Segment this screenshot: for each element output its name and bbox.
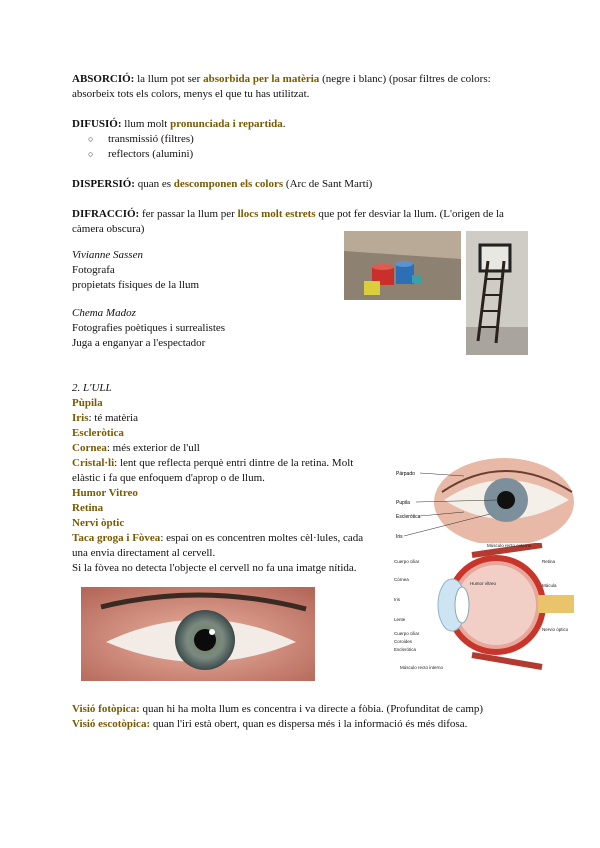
madoz-name: Chema Madoz bbox=[72, 307, 136, 319]
difraccio-paragraph: DIFRACCIÓ: fer passar la llum per llocs molt estrets que pot fer desviar la llum. (L'origen de la càmera obscura) bbox=[72, 208, 504, 235]
diagram-label: Iris bbox=[394, 597, 400, 602]
sassen-block: Vivianne Sassen Fotografa propietats físiques de la llum bbox=[72, 248, 332, 293]
difraccio-term: DIFRACCIÓ: bbox=[72, 208, 140, 220]
eye-photo bbox=[81, 587, 315, 681]
taca-line: Taca groga i Fòvea: espai on es concentren moltes cèl·lules, cada una envia directament al cervell. bbox=[72, 532, 364, 559]
diagram-label: Nervio óptico bbox=[542, 627, 569, 632]
cornea-line: Cornea: més exterior de l'ull bbox=[72, 442, 200, 454]
sassen-photo bbox=[344, 231, 461, 300]
absorcio-term: ABSORCIÓ: bbox=[72, 73, 135, 85]
absorcio-highlight: absorbida per la matèria bbox=[203, 73, 320, 85]
diagram-label: Retina bbox=[542, 559, 556, 564]
diagram-label: Cuerpo ciliar bbox=[394, 559, 420, 564]
section-heading: 2. L'ULL bbox=[72, 382, 112, 394]
difusio-highlight: pronunciada i repartida bbox=[170, 118, 283, 130]
dispersio-highlight: descomponen els colors bbox=[173, 178, 284, 190]
dispersio-paragraph: DISPERSIÓ: quan es descomponen els colors (Arc de Sant Martí) bbox=[72, 178, 373, 190]
dispersio-term: DISPERSIÓ: bbox=[72, 178, 135, 190]
term-retina: Retina bbox=[72, 502, 104, 514]
diagram-label: Lente bbox=[394, 617, 406, 622]
difraccio-highlight: llocs molt estrets bbox=[237, 208, 316, 220]
diagram-label: Músculo recto externo bbox=[487, 543, 532, 548]
sassen-name: Vivianne Sassen bbox=[72, 249, 143, 261]
diagram-label: Esclerótica bbox=[396, 514, 421, 520]
cristal-line: Cristal·li: lent que reflecta perquè entri dintre de la retina. Molt elàstic i fa que enfoquem d'aprop o de llum. bbox=[72, 457, 354, 484]
eye-cross-section-diagram bbox=[392, 543, 576, 671]
term-pupila: Pùpila bbox=[72, 397, 103, 409]
diagram-label: Esclerótica bbox=[394, 647, 417, 652]
madoz-block: Chema Madoz Fotografies poètiques i surrealistes Juga a enganyar a l'espectador bbox=[72, 306, 332, 351]
list-item: ○ reflectors (alumini) bbox=[72, 147, 530, 162]
absorcio-paragraph: ABSORCIÓ: la llum pot ser absorbida per la matèria (negre i blanc) (posar filtres de colors: absorbeix tots els colors, menys el que tu has utilitzat. bbox=[72, 73, 491, 100]
term-esclerotica: Escleròtica bbox=[72, 427, 124, 439]
diagram-label: Córnea bbox=[394, 577, 409, 582]
diagram-label: Humor vítreo bbox=[470, 581, 497, 586]
difusio-list bbox=[72, 132, 530, 162]
term-humor: Humor Vitreo bbox=[72, 487, 138, 499]
diagram-label: Músculo recto interno bbox=[400, 665, 444, 670]
diagram-label: Mácula bbox=[542, 583, 557, 588]
visio-fotopica: Visió fotòpica: quan hi ha molta llum es concentra i va directe a fòbia. (Profunditat de camp) bbox=[72, 703, 484, 715]
diagram-label: Párpado bbox=[396, 471, 415, 477]
diagram-label: Cuerpo ciliar bbox=[394, 631, 420, 636]
madoz-photo bbox=[466, 231, 528, 355]
term-nervi: Nervi òptic bbox=[72, 517, 125, 529]
difusio-term: DIFUSIÓ: bbox=[72, 118, 122, 130]
difusio-paragraph: DIFUSIÓ: llum molt pronunciada i repartida. ○ transmissió (filtres) ○ reflectors (alumini) bbox=[72, 117, 530, 162]
diagram-label: Iris bbox=[396, 534, 403, 540]
diagram-label: Pupila bbox=[396, 500, 410, 506]
visio-escotopica: Visió escotòpica: quan l'iri està obert, quan es dispersa més i la informació és més difosa. bbox=[72, 718, 468, 730]
iris-line: Iris: té matèria bbox=[72, 412, 138, 424]
eye-external-diagram bbox=[394, 430, 576, 543]
list-item: ○ transmissió (filtres) bbox=[72, 132, 530, 147]
fovea-line: Si la fòvea no detecta l'objecte el cervell no fa una imatge nítida. bbox=[72, 562, 357, 574]
diagram-label: Coroides bbox=[394, 639, 413, 644]
